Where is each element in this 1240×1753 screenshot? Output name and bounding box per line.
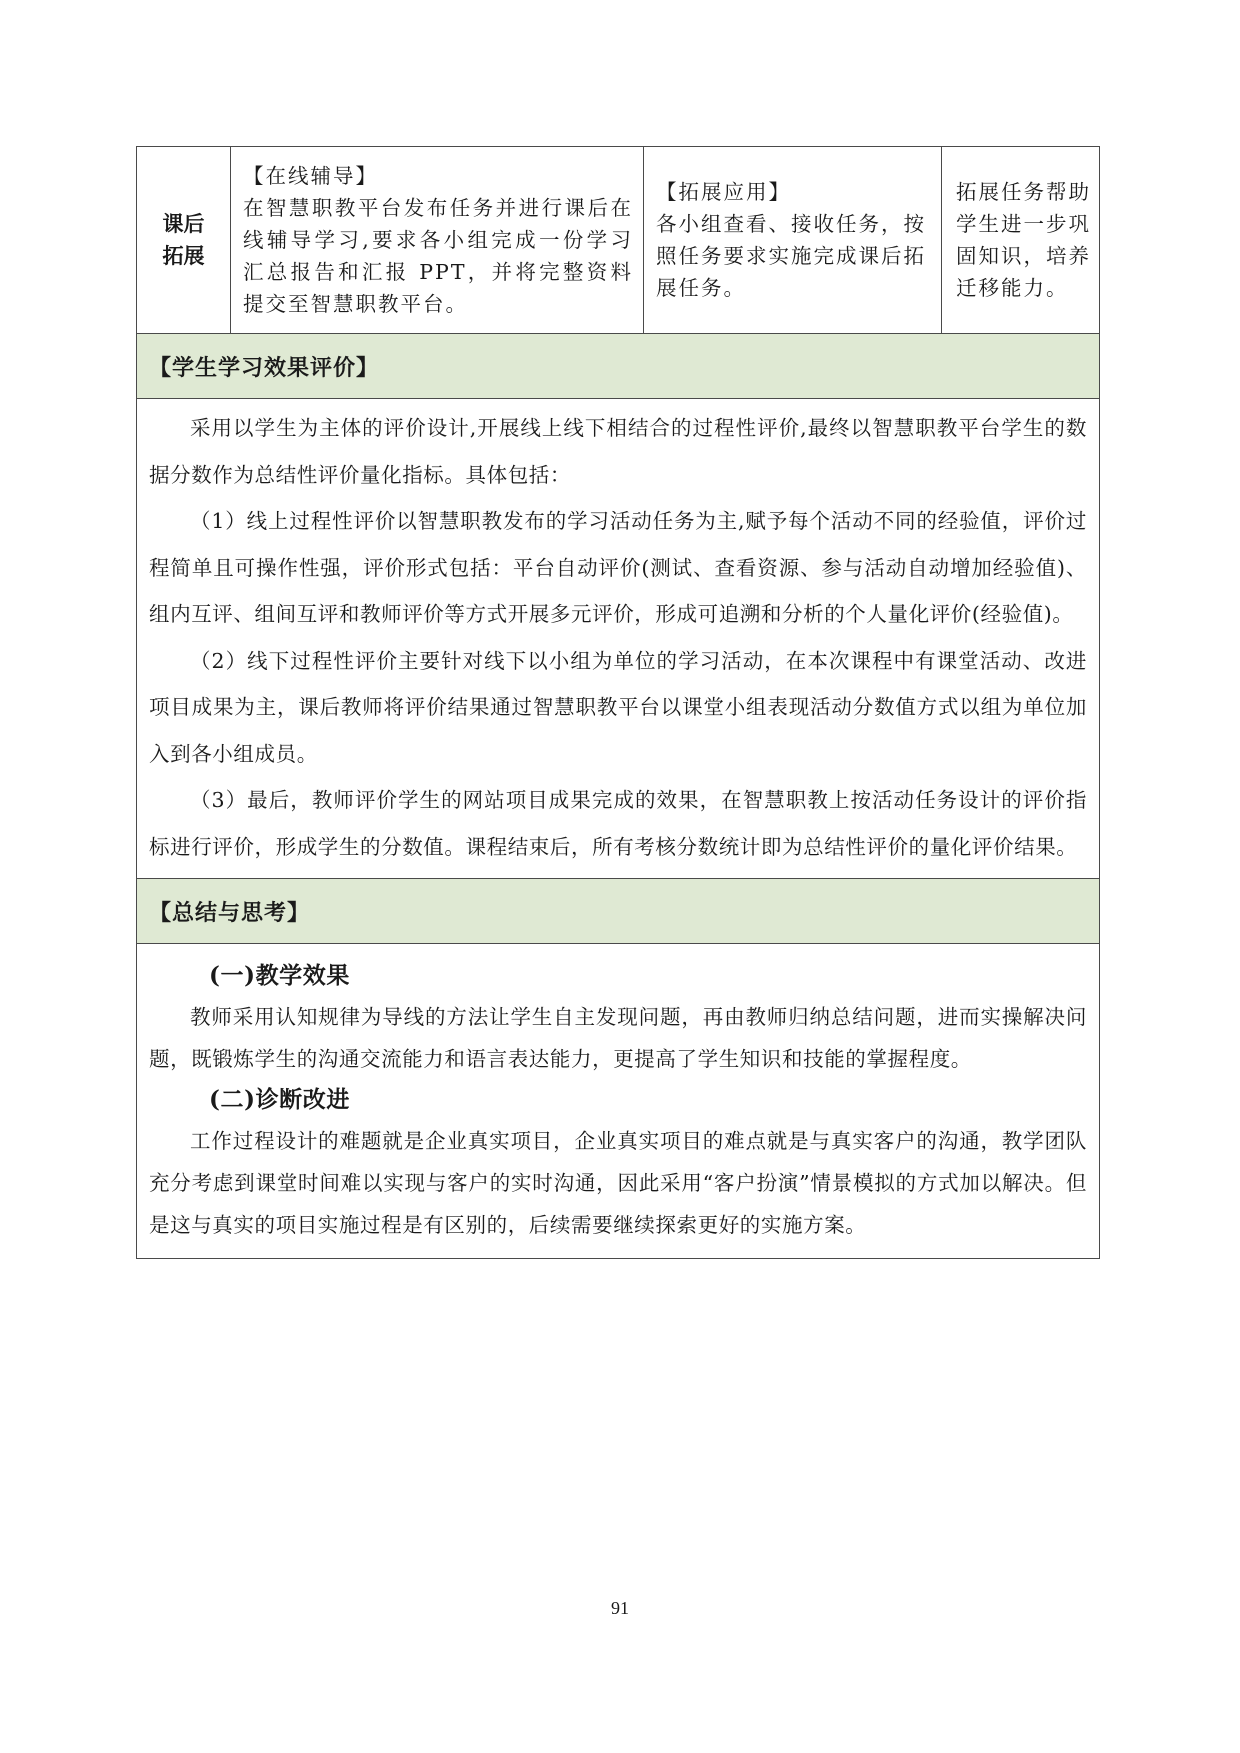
expand-application-text: 各小组查看、接收任务，按照任务要求实施完成课后拓展任务。: [656, 212, 926, 300]
evaluation-body: [137, 399, 1100, 879]
summary-heading: 【总结与思考】: [137, 879, 1100, 944]
evaluation-body-row: [137, 399, 1100, 879]
lesson-plan-table: [136, 146, 1100, 1259]
teaching-effect-text: 教师采用认知规律为导线的方法让学生自主发现问题，再由教师归纳总结问题，进而实操解决问题，既锻炼学生的沟通交流能力和语言表达能力，更提高了学生知识和技能的掌握程度。: [149, 1005, 1087, 1071]
expand-application-cell: [644, 147, 942, 334]
expand-goal-cell: [942, 147, 1100, 334]
summary-header-row: [137, 879, 1100, 944]
expand-application-title: 【拓展应用】: [656, 180, 791, 204]
evaluation-paragraph: 采用以学生为主体的评价设计,开展线上线下相结合的过程性评价,最终以智慧职教平台学生的数据分数作为总结性评价量化指标。具体包括：: [149, 416, 1087, 487]
after-class-label-line2: 拓展: [162, 243, 205, 268]
evaluation-paragraph: （3）最后，教师评价学生的网站项目成果完成的效果，在智慧职教上按活动任务设计的评价指标进行评价，形成学生的分数值。课程结束后，所有考核分数统计即为总结性评价的量化评价结果。: [149, 788, 1087, 859]
page-number: 91: [611, 1598, 629, 1618]
evaluation-paragraph: （2）线下过程性评价主要针对线下以小组为单位的学习活动，在本次课程中有课堂活动、改进项目成果为主，课后教师将评价结果通过智慧职教平台以课堂小组表现活动分数值方式以组为单位加入到各小组成员。: [149, 648, 1087, 766]
evaluation-header-row: [137, 334, 1100, 399]
online-tutoring-title: 【在线辅导】: [243, 164, 378, 188]
summary-body-row: [137, 944, 1100, 1259]
summary-body: [137, 944, 1100, 1259]
after-class-row: [137, 147, 1100, 334]
online-tutoring-text: 在智慧职教平台发布任务并进行课后在线辅导学习,要求各小组完成一份学习汇总报告和汇报 PPT，并将完整资料提交至智慧职教平台。: [243, 196, 633, 316]
diagnosis-improvement-title: (二)诊断改进: [209, 1086, 350, 1113]
teaching-effect-title: (一)教学效果: [209, 962, 350, 989]
expand-goal-text: 拓展任务帮助学生进一步巩固知识，培养迁移能力。: [956, 180, 1091, 300]
after-class-label-line1: 课后: [162, 211, 205, 236]
diagnosis-improvement-text: 工作过程设计的难题就是企业真实项目，企业真实项目的难点就是与真实客户的沟通，教学团队充分考虑到课堂时间难以实现与客户的实时沟通，因此采用“客户扮演”情景模拟的方式加以解决。但是这与真实的项目实施过程是有区别的，后续需要继续探索更好的实施方案。: [149, 1129, 1087, 1237]
online-tutoring-cell: [231, 147, 644, 334]
evaluation-paragraph: （1）线上过程性评价以智慧职教发布的学习活动任务为主,赋予每个活动不同的经验值，评价过程简单且可操作性强，评价形式包括：平台自动评价(测试、查看资源、参与活动自动增加经验值)、组内互评、组间互评和教师评价等方式开展多元评价，形成可追溯和分析的个人量化评价(经验值)。: [149, 509, 1087, 626]
evaluation-heading: 【学生学习效果评价】: [137, 334, 1100, 399]
after-class-label-cell: [137, 147, 231, 334]
